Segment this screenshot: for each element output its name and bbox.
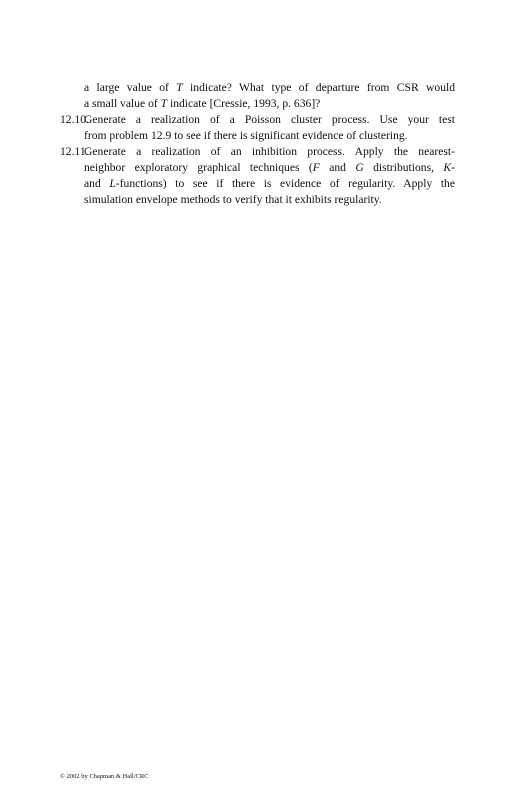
problem-text: Generate a realization of a Poisson cluster process. Use your test — [84, 113, 455, 126]
problem-12-11-line-2: neighbor exploratory graphical techniques (F and G distributions, K- — [84, 161, 455, 174]
copyright-footer: © 2002 by Chapman & Hall/CRC — [60, 773, 149, 780]
problem-number: 12.10. — [60, 113, 89, 126]
continuation-line-2: a small value of T indicate [Cressie, 1993, p. 636]? — [84, 97, 321, 110]
problem-text: Generate a realization of an inhibition process. Apply the nearest- — [84, 145, 455, 158]
continuation-line-1: a large value of T indicate? What type of departure from CSR would — [84, 81, 456, 94]
exercise-text — [60, 80, 455, 208]
problem-12-10-line-2: from problem 12.9 to see if there is significant evidence of clustering. — [84, 129, 408, 142]
problem-12-11-line-4: simulation envelope methods to verify that it exhibits regularity. — [84, 193, 382, 206]
problem-12-10-line-1 — [60, 112, 455, 128]
problem-12-11-line-1 — [60, 144, 455, 160]
problem-12-11-line-3: and L-functions) to see if there is evidence of regularity. Apply the — [84, 177, 455, 190]
problem-number: 12.11. — [60, 145, 89, 158]
